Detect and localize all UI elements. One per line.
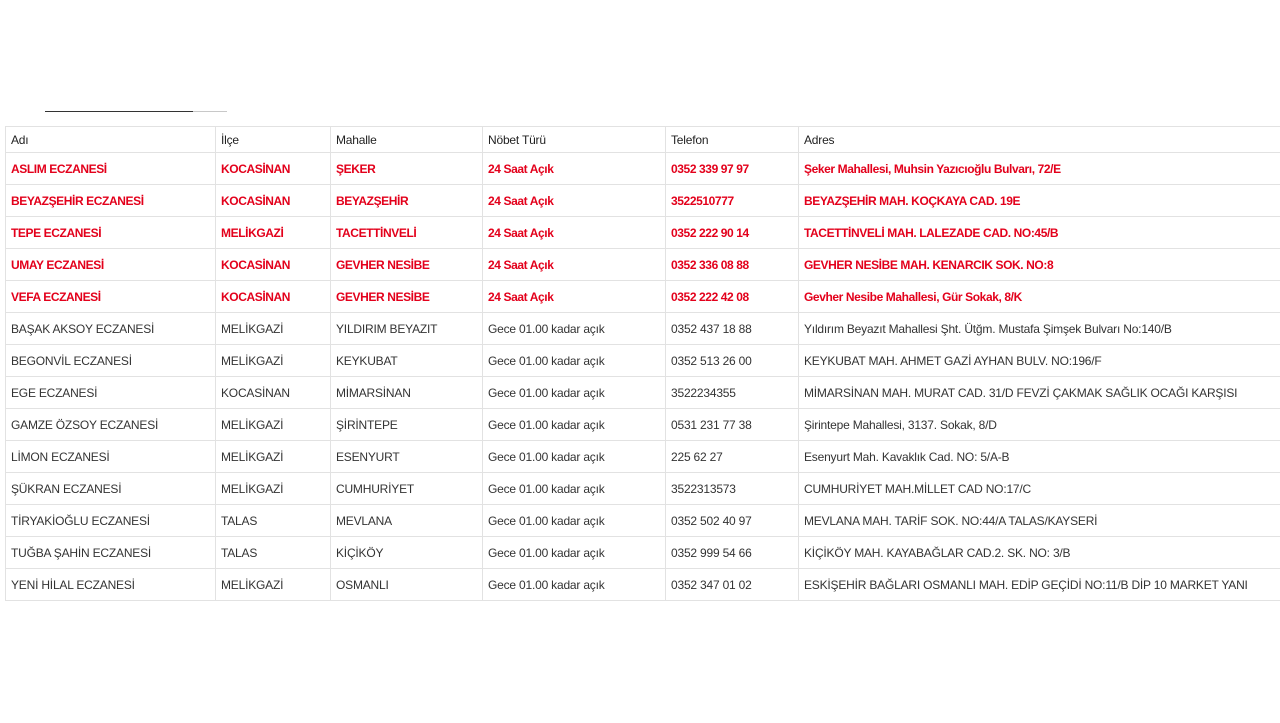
cell-district: TALAS [216, 505, 331, 537]
cell-duty-type: Gece 01.00 kadar açık [483, 409, 666, 441]
cell-address: Şirintepe Mahallesi, 3137. Sokak, 8/D [799, 409, 1280, 441]
cell-phone: 3522510777 [666, 185, 799, 217]
cell-address: MİMARSİNAN MAH. MURAT CAD. 31/D FEVZİ ÇAKMAK SAĞLIK OCAĞI KARŞISI [799, 377, 1280, 409]
cell-phone: 0531 231 77 38 [666, 409, 799, 441]
cell-address: MEVLANA MAH. TARİF SOK. NO:44/A TALAS/KAYSERİ [799, 505, 1280, 537]
cell-address: BEYAZŞEHİR MAH. KOÇKAYA CAD. 19E [799, 185, 1280, 217]
cell-address: Gevher Nesibe Mahallesi, Gür Sokak, 8/K [799, 281, 1280, 313]
table-row [6, 313, 1280, 345]
column-header-duty-type: Nöbet Türü [483, 127, 666, 153]
cell-neighborhood: OSMANLI [331, 569, 483, 601]
cell-neighborhood: TACETTİNVELİ [331, 217, 483, 249]
cell-name: TUĞBA ŞAHİN ECZANESİ [6, 537, 216, 569]
cell-duty-type: 24 Saat Açık [483, 281, 666, 313]
table-header-row [6, 127, 1280, 153]
cell-name: GAMZE ÖZSOY ECZANESİ [6, 409, 216, 441]
cell-neighborhood: KEYKUBAT [331, 345, 483, 377]
table-row [6, 377, 1280, 409]
column-header-name: Adı [6, 127, 216, 153]
cell-name: EGE ECZANESİ [6, 377, 216, 409]
cell-neighborhood: ŞİRİNTEPE [331, 409, 483, 441]
cell-duty-type: Gece 01.00 kadar açık [483, 345, 666, 377]
cell-name: ŞÜKRAN ECZANESİ [6, 473, 216, 505]
table-row [6, 569, 1280, 601]
cell-district: MELİKGAZİ [216, 569, 331, 601]
cell-neighborhood: CUMHURİYET [331, 473, 483, 505]
column-header-district: İlçe [216, 127, 331, 153]
table-row [6, 217, 1280, 249]
cell-district: MELİKGAZİ [216, 473, 331, 505]
table-row [6, 505, 1280, 537]
cell-duty-type: Gece 01.00 kadar açık [483, 441, 666, 473]
cell-address: GEVHER NESİBE MAH. KENARCIK SOK. NO:8 [799, 249, 1280, 281]
cell-name: VEFA ECZANESİ [6, 281, 216, 313]
cell-duty-type: Gece 01.00 kadar açık [483, 505, 666, 537]
cell-neighborhood: GEVHER NESİBE [331, 281, 483, 313]
cell-district: TALAS [216, 537, 331, 569]
column-header-neighborhood: Mahalle [331, 127, 483, 153]
cell-duty-type: Gece 01.00 kadar açık [483, 313, 666, 345]
table-row [6, 153, 1280, 185]
table-row [6, 249, 1280, 281]
cell-phone: 225 62 27 [666, 441, 799, 473]
cell-duty-type: 24 Saat Açık [483, 249, 666, 281]
cell-district: KOCASİNAN [216, 185, 331, 217]
cell-district: MELİKGAZİ [216, 441, 331, 473]
cell-neighborhood: BEYAZŞEHİR [331, 185, 483, 217]
cell-district: MELİKGAZİ [216, 217, 331, 249]
cell-name: YENİ HİLAL ECZANESİ [6, 569, 216, 601]
cell-name: ASLIM ECZANESİ [6, 153, 216, 185]
cell-address: CUMHURİYET MAH.MİLLET CAD NO:17/C [799, 473, 1280, 505]
cell-name: TİRYAKİOĞLU ECZANESİ [6, 505, 216, 537]
table-row [6, 473, 1280, 505]
table-row [6, 345, 1280, 377]
cell-phone: 0352 513 26 00 [666, 345, 799, 377]
cell-address: KEYKUBAT MAH. AHMET GAZİ AYHAN BULV. NO:196/F [799, 345, 1280, 377]
cell-name: TEPE ECZANESİ [6, 217, 216, 249]
cell-address: Yıldırım Beyazıt Mahallesi Şht. Ütğm. Mustafa Şimşek Bulvarı No:140/B [799, 313, 1280, 345]
cell-district: MELİKGAZİ [216, 409, 331, 441]
cell-phone: 0352 222 90 14 [666, 217, 799, 249]
cell-duty-type: Gece 01.00 kadar açık [483, 537, 666, 569]
cell-duty-type: 24 Saat Açık [483, 153, 666, 185]
cell-name: BAŞAK AKSOY ECZANESİ [6, 313, 216, 345]
cell-neighborhood: ESENYURT [331, 441, 483, 473]
cell-neighborhood: YILDIRIM BEYAZIT [331, 313, 483, 345]
cell-neighborhood: MİMARSİNAN [331, 377, 483, 409]
column-header-address: Adres [799, 127, 1280, 153]
cell-district: KOCASİNAN [216, 281, 331, 313]
top-divider-line-tail [193, 111, 227, 112]
cell-duty-type: Gece 01.00 kadar açık [483, 377, 666, 409]
cell-phone: 3522234355 [666, 377, 799, 409]
cell-phone: 0352 999 54 66 [666, 537, 799, 569]
column-header-phone: Telefon [666, 127, 799, 153]
cell-phone: 0352 336 08 88 [666, 249, 799, 281]
table-row [6, 409, 1280, 441]
table-row [6, 441, 1280, 473]
cell-duty-type: 24 Saat Açık [483, 185, 666, 217]
cell-district: KOCASİNAN [216, 377, 331, 409]
table-header [6, 127, 1280, 153]
cell-duty-type: Gece 01.00 kadar açık [483, 569, 666, 601]
cell-name: BEYAZŞEHİR ECZANESİ [6, 185, 216, 217]
cell-district: KOCASİNAN [216, 153, 331, 185]
cell-name: UMAY ECZANESİ [6, 249, 216, 281]
top-divider-line [45, 111, 193, 112]
cell-phone: 3522313573 [666, 473, 799, 505]
cell-phone: 0352 339 97 97 [666, 153, 799, 185]
cell-phone: 0352 347 01 02 [666, 569, 799, 601]
table-row [6, 537, 1280, 569]
cell-duty-type: Gece 01.00 kadar açık [483, 473, 666, 505]
cell-name: BEGONVİL ECZANESİ [6, 345, 216, 377]
cell-address: TACETTİNVELİ MAH. LALEZADE CAD. NO:45/B [799, 217, 1280, 249]
table-row [6, 281, 1280, 313]
cell-neighborhood: KİÇİKÖY [331, 537, 483, 569]
cell-district: MELİKGAZİ [216, 345, 331, 377]
cell-duty-type: 24 Saat Açık [483, 217, 666, 249]
table-row [6, 185, 1280, 217]
cell-neighborhood: MEVLANA [331, 505, 483, 537]
cell-phone: 0352 222 42 08 [666, 281, 799, 313]
cell-district: KOCASİNAN [216, 249, 331, 281]
cell-neighborhood: ŞEKER [331, 153, 483, 185]
cell-address: Esenyurt Mah. Kavaklık Cad. NO: 5/A-B [799, 441, 1280, 473]
cell-neighborhood: GEVHER NESİBE [331, 249, 483, 281]
cell-name: LİMON ECZANESİ [6, 441, 216, 473]
cell-address: ESKİŞEHİR BAĞLARI OSMANLI MAH. EDİP GEÇİDİ NO:11/B DİP 10 MARKET YANI [799, 569, 1280, 601]
cell-phone: 0352 437 18 88 [666, 313, 799, 345]
table-body [6, 153, 1280, 601]
cell-district: MELİKGAZİ [216, 313, 331, 345]
cell-address: KİÇİKÖY MAH. KAYABAĞLAR CAD.2. SK. NO: 3/B [799, 537, 1280, 569]
cell-phone: 0352 502 40 97 [666, 505, 799, 537]
cell-address: Şeker Mahallesi, Muhsin Yazıcıoğlu Bulvarı, 72/E [799, 153, 1280, 185]
pharmacy-table [5, 126, 1280, 601]
